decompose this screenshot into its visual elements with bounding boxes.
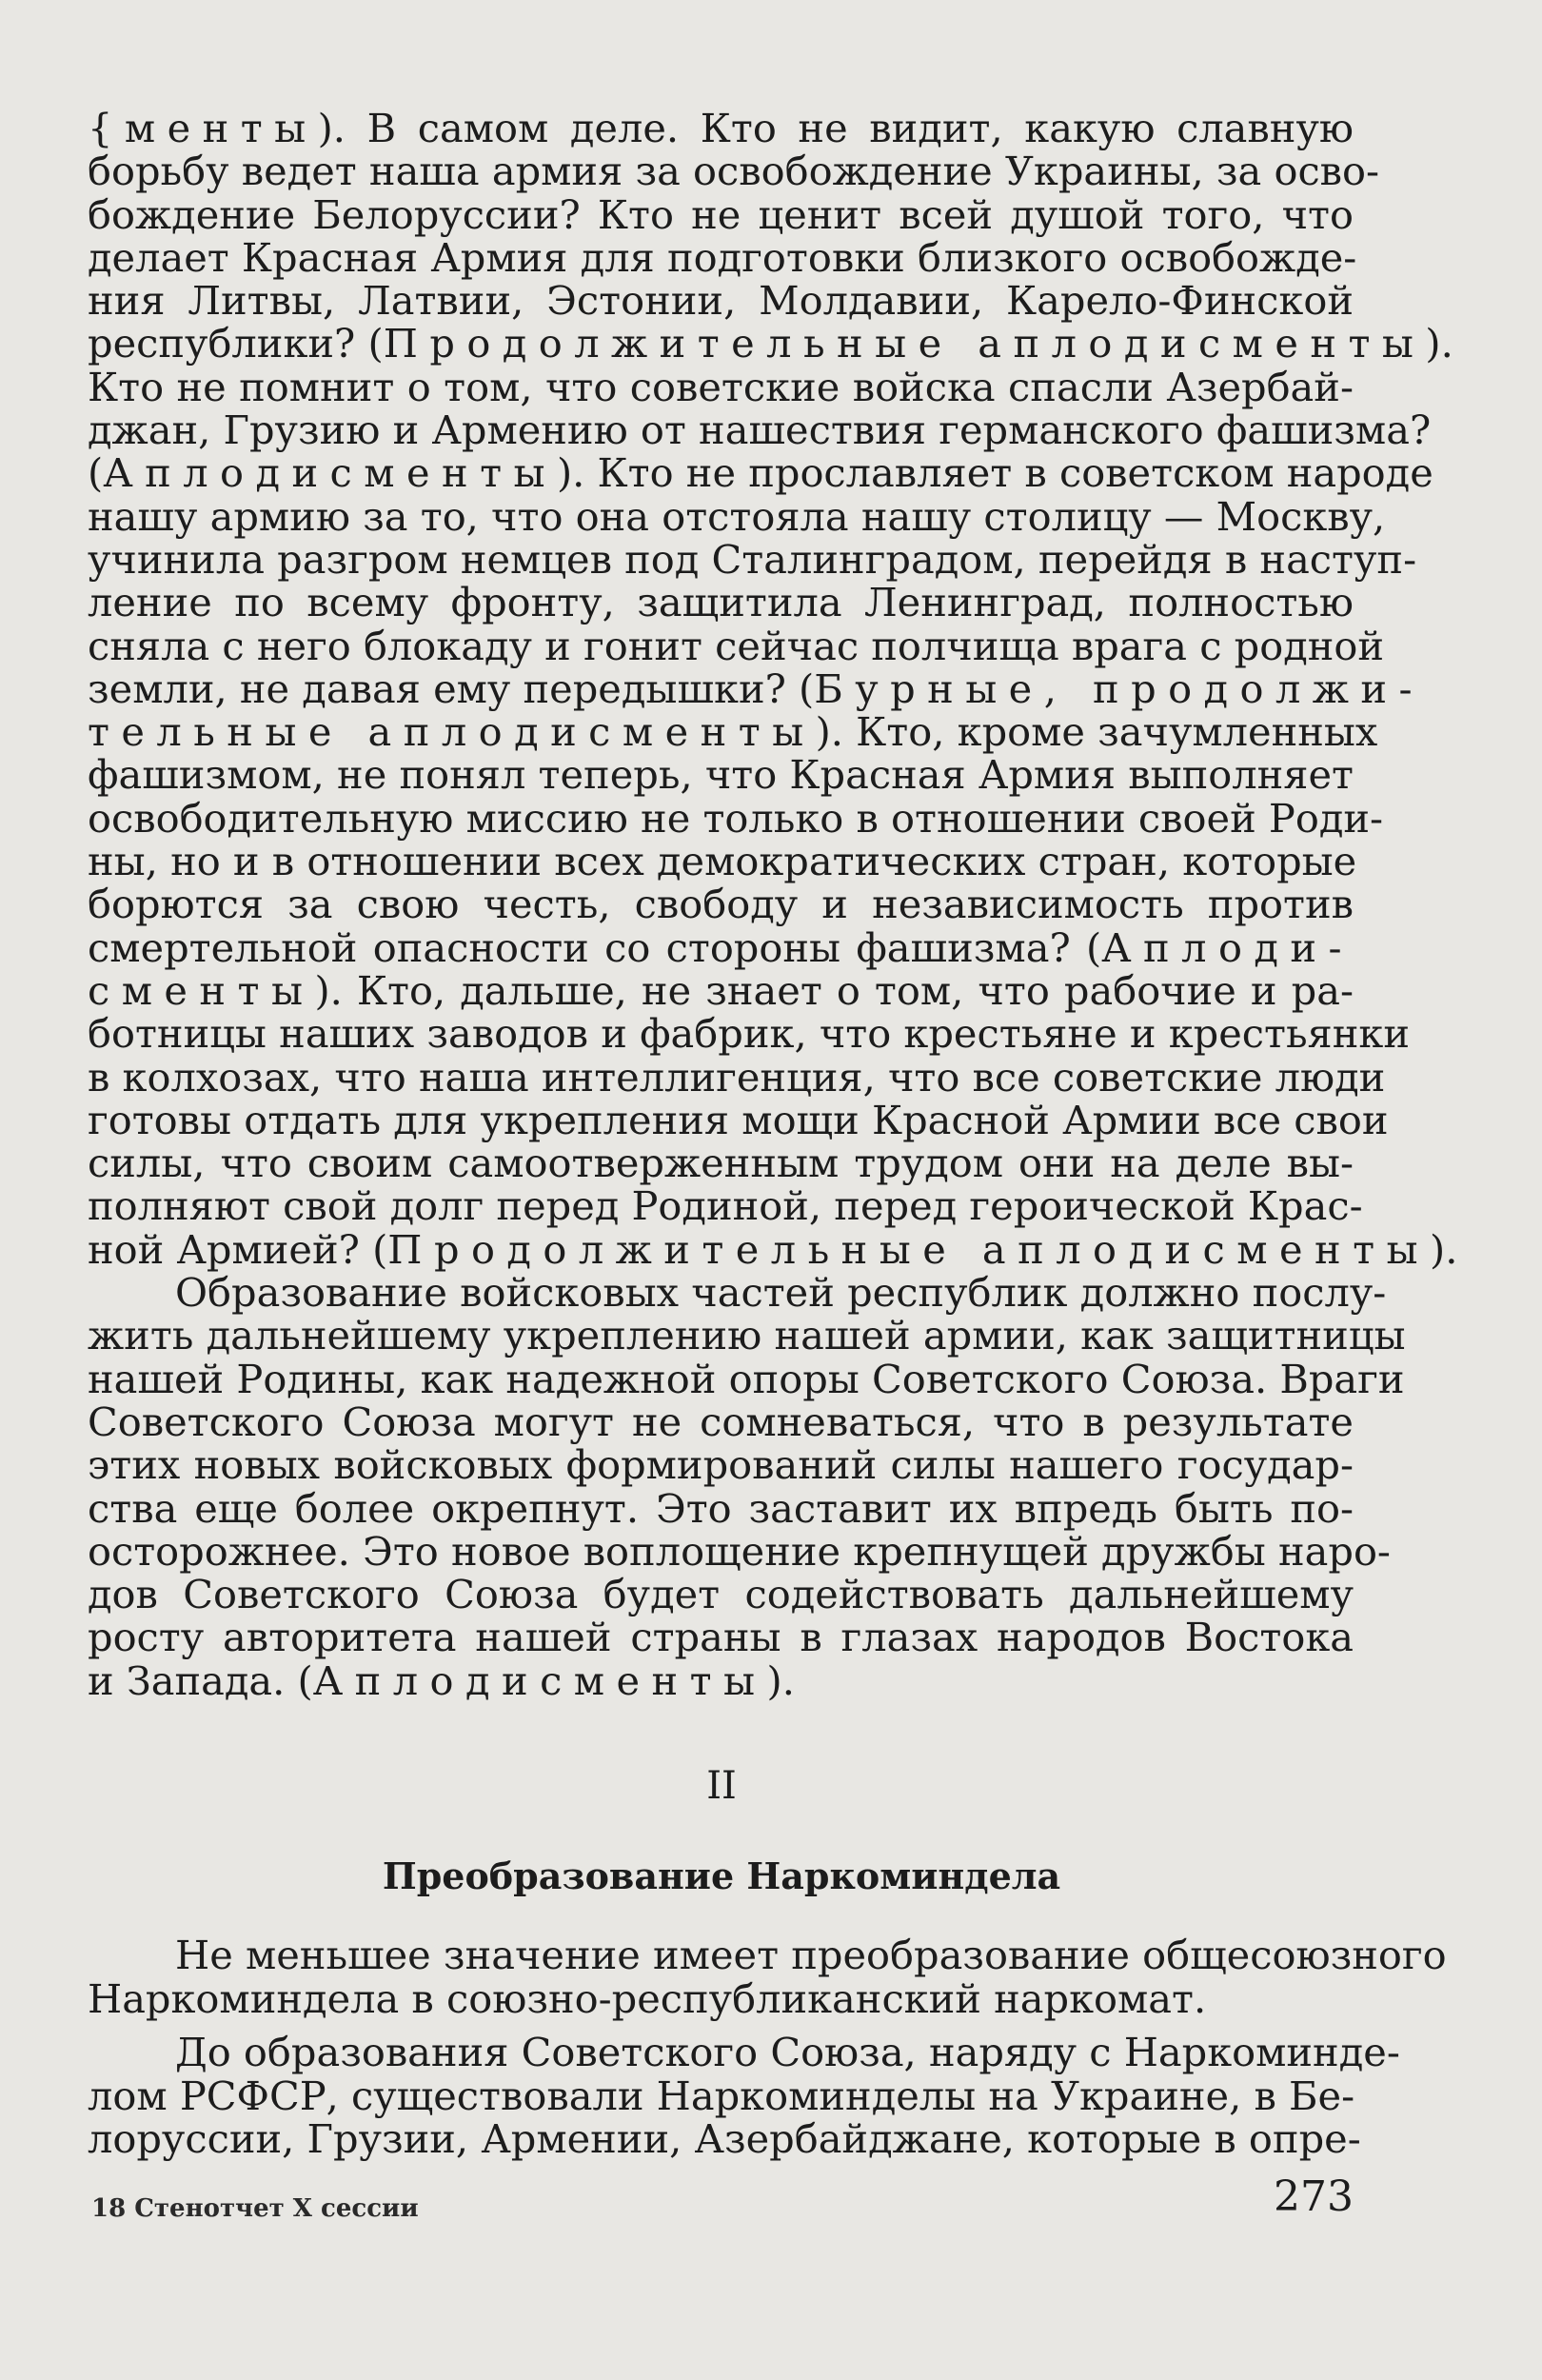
text-line: сняла с него блокаду и гонит сейчас полчища врага с родной <box>88 622 1385 669</box>
text-line: учинила разгром немцев под Сталинградом, перейдя в наступ- <box>88 535 1417 583</box>
text-line: сменты). Кто, дальше, не знает о том, что рабочие и ра- <box>88 966 1354 1014</box>
text-line: осторожнее. Это новое воплощение крепнущей дружбы наро- <box>88 1527 1391 1575</box>
text-line: ства еще более окрепнут. Это заставит их впредь быть по- <box>88 1484 1354 1532</box>
text-line: джан, Грузию и Армению от нашествия германского фашизма? <box>88 407 1432 454</box>
text-line: (Аплодисменты). Кто не прославляет в советском народе <box>88 449 1433 497</box>
page-number: 273 <box>1274 2172 1354 2221</box>
text-line: борются за свою честь, свободу и независимость против <box>88 881 1354 928</box>
text-line: До образования Советского Союза, наряду с Наркоминде- <box>175 2029 1400 2075</box>
text-line: жить дальнейшему укреплению нашей армии, как защитницы <box>88 1312 1406 1359</box>
text-line: Советского Союза могут не сомневаться, что в результате <box>88 1398 1354 1445</box>
text-line: ния Литвы, Латвии, Эстонии, Молдавии, Карело-Финской <box>88 277 1354 325</box>
text-line: ны, но и в отношении всех демократических стран, которые <box>88 838 1357 885</box>
text-line: нашу армию за то, что она отстояла нашу столицу — Москву, <box>88 492 1386 540</box>
text-line: фашизмом, не понял теперь, что Красная Армия выполняет <box>88 751 1354 799</box>
text-line: земли, не давая ему передышки? (Бурные, продолжи- <box>88 664 1424 712</box>
text-line: освободительную миссию не только в отношении своей Роди- <box>88 794 1384 842</box>
text-line: смертельной опасности со стороны фашизма? (Аплоди- <box>88 923 1354 971</box>
text-line: Образование войсковых частей республик должно послу- <box>175 1269 1387 1317</box>
text-line: {менты). В самом деле. Кто не видит, какую славную <box>88 105 1354 151</box>
text-line: лоруссии, Грузии, Армении, Азербайджане, которые в опре- <box>88 2115 1361 2162</box>
text-line: этих новых войсковых формирований силы нашего государ- <box>88 1441 1354 1489</box>
signature-mark: 18 Стенотчет X сессии <box>91 2194 419 2223</box>
text-line: в колхозах, что наша интеллигенция, что все советские люди <box>88 1053 1386 1101</box>
section-title: Преобразование Наркоминдела <box>382 1854 1061 1897</box>
body-text-2 <box>88 1932 1447 2162</box>
section-number: II <box>706 1764 737 1808</box>
text-line: нашей Родины, как надежной опоры Советского Союза. Враги <box>88 1355 1405 1402</box>
text-line: лом РСФСР, существовали Наркоминделы на Украине, в Бе- <box>88 2072 1355 2119</box>
text-line: республики? (Продолжительные аплодисменты). <box>88 320 1453 367</box>
text-line: Наркоминдела в союзно-республиканский наркомат. <box>88 1974 1207 2022</box>
body-text <box>88 105 1458 1704</box>
text-line: и Запада. (Аплодисменты). <box>88 1656 795 1704</box>
text-line: полняют свой долг перед Родиной, перед героической Крас- <box>88 1182 1363 1230</box>
text-line: силы, что своим самоотверженным трудом они на деле вы- <box>88 1140 1354 1187</box>
text-line: Не меньшее значение имеет преобразование общесоюзного <box>175 1932 1447 1978</box>
text-line: делает Красная Армия для подготовки близкого освобожде- <box>88 233 1357 281</box>
text-line: бождение Белоруссии? Кто не ценит всей душой того, что <box>88 190 1354 238</box>
text-line: росту авторитета нашей страны в глазах народов Востока <box>88 1614 1354 1661</box>
text-line: ботницы наших заводов и фабрик, что крестьяне и крестьянки <box>88 1010 1410 1058</box>
text-line: тельные аплодисменты). Кто, кроме зачумленных <box>88 708 1378 756</box>
text-line: Кто не помнит о том, что советские войска спасли Азербай- <box>88 363 1354 410</box>
text-line: ление по всему фронту, защитила Ленинград, полностью <box>88 579 1354 626</box>
text-line: борьбу ведет наша армия за освобождение Украины, за осво- <box>88 148 1380 195</box>
text-line: ной Армией? (Продолжительные аплодисменты). <box>88 1225 1458 1273</box>
text-line: готовы отдать для укрепления мощи Красной Армии все свои <box>88 1096 1389 1143</box>
text-line: дов Советского Союза будет содействовать дальнейшему <box>88 1571 1354 1618</box>
